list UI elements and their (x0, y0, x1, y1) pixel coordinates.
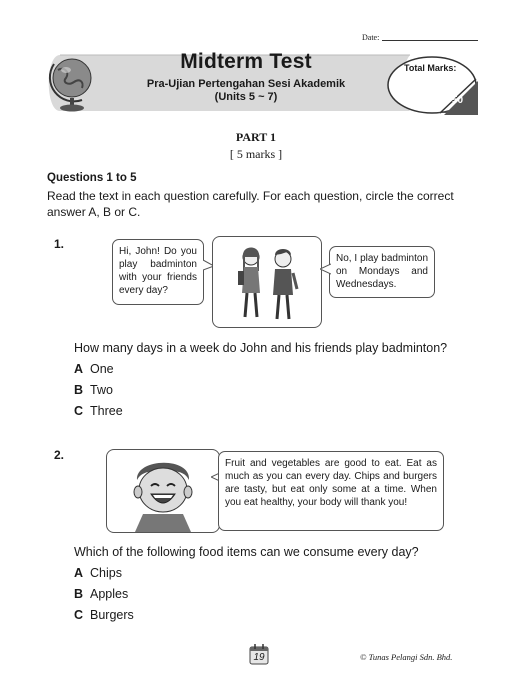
illustration-children (212, 236, 322, 328)
subtitle-line-2: (Units 5 ~ 7) (214, 91, 278, 103)
part-marks: [ 5 marks ] (229, 147, 283, 161)
part-title: PART 1 (235, 130, 277, 144)
question-1-option-b[interactable] (74, 383, 113, 397)
option-letter: B (74, 383, 84, 397)
option-letter: A (74, 566, 84, 580)
date-label: Date: (362, 33, 380, 42)
option-text: Apples (90, 587, 129, 601)
copyright-text: © Tunas Pelangi Sdn. Bhd. (360, 652, 453, 662)
question-1-option-a[interactable] (74, 362, 114, 376)
question-2-stem: Which of the following food items can we consume every day? (74, 545, 419, 559)
option-letter: C (74, 404, 84, 418)
option-text: Chips (90, 566, 122, 580)
section-instruction: Read the text in each question carefully. For each question, circle the correct answer A, B or C. (47, 189, 454, 219)
speech-bubble-boy: No, I play badminton on Mondays and Wednesdays. (329, 246, 435, 298)
laughing-boy-icon (107, 450, 219, 532)
globe-icon (44, 52, 100, 114)
option-letter: A (74, 362, 84, 376)
speech-bubble-healthy-eating: Fruit and vegetables are good to eat. Eat as much as you can every day. Chips and burgers are tasty, but eat only some at a time. When you eat healthy, your body will thank you! (218, 451, 444, 531)
illustration-boy (106, 449, 220, 533)
question-2-number: 2. (54, 448, 65, 462)
option-text: Two (90, 383, 113, 397)
question-2-option-c[interactable] (74, 608, 134, 622)
page-subtitle (110, 78, 382, 104)
question-2-option-b[interactable] (74, 587, 128, 601)
option-text: One (90, 362, 114, 376)
page-title: Midterm Test (180, 50, 312, 73)
bubble-tail-right (320, 262, 331, 276)
option-text: Burgers (90, 608, 134, 622)
section-heading: Questions 1 to 5 (47, 172, 137, 184)
date-line (382, 40, 478, 41)
option-letter: B (74, 587, 84, 601)
option-text: Three (90, 404, 123, 418)
page-number: 19 (253, 652, 265, 663)
question-2-option-a[interactable] (74, 566, 122, 580)
option-letter: C (74, 608, 84, 622)
question-1-option-c[interactable] (74, 404, 123, 418)
total-marks-label: Total Marks: (404, 63, 457, 73)
speech-bubble-girl: Hi, John! Do you play badminton with your friends every day? (112, 239, 204, 305)
question-1-stem: How many days in a week do John and his friends play badminton? (74, 341, 448, 355)
subtitle-line-1: Pra-Ujian Pertengahan Sesi Akademik (146, 78, 346, 90)
question-1-number: 1. (54, 237, 65, 251)
total-marks-value: 50 (452, 95, 464, 106)
children-icon (213, 237, 321, 327)
